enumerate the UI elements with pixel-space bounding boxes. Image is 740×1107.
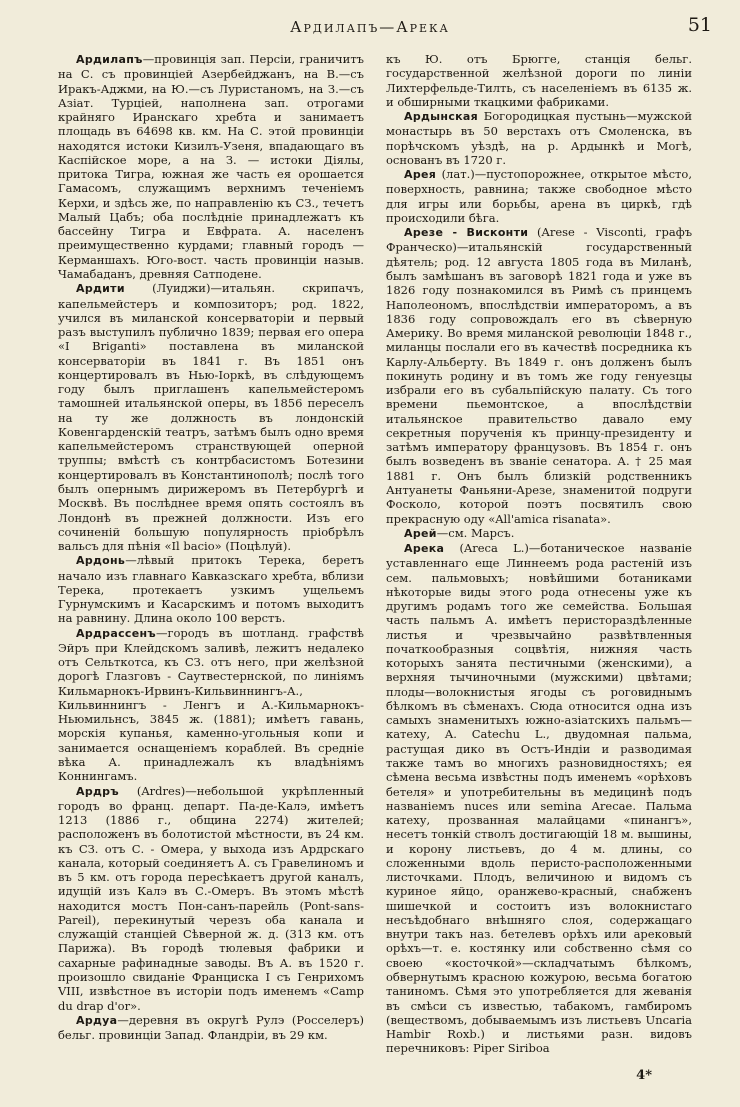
entry-text: (Ardres)—небольшой укрѣпленный городъ во франц. департ. Па-де-Калэ, имѣетъ 1213 (1886 г., община 2274) жителей; расположенъ въ болотистой мѣстности, въ 24 км. къ СЗ. отъ С. - Омера, у выхода изъ Ардрскаго канала, который соединяетъ А. съ Гравелиномъ и въ 5 км. отъ города пересѣкаетъ другой каналъ, идущій изъ Калэ въ С.-Омеръ. Въ этомъ мѣстѣ находится мостъ Пон-санъ-парейль (Pont-sans-Pareil), перекинутый черезъ оба канала и служащій станціей Сѣверной ж. д. (313 км. отъ Парижа). Въ городѣ тюлевыя фабрики и сахарные рафинадные заводы. Въ А. въ 1520 г. произошло свиданіе Франциска I съ Генрихомъ VIII, извѣстное въ исторіи подъ именемъ «Camp du drap d'or». [58,783,364,1013]
entry-text: къ Ю. отъ Брюгге, станція бельг. государственной желѣзной дороги по линіи Лихтерфельде-Тилть, съ населеніемъ въ 6135 ж. и обширными ткацкими фабриками. [386,52,692,109]
entry-headword: Арея [404,168,437,182]
entry-headword: Арека [404,542,445,556]
article-entry [58,281,364,553]
article-entry [58,553,364,625]
article-entry [386,109,692,167]
entry-text: (Arese - Visconti, графъ Франческо)—итальянскій государственный дѣятель; род. 12 августа 1805 года въ Миланѣ, былъ замѣшанъ въ заговорѣ 1821 года и уже въ 1826 году познакомился въ Римѣ съ принцемъ Наполеономъ, впослѣдствіи императоромъ, а въ 1836 году сопровождалъ его въ сѣверную Америку. Во время миланской революціи 1848 г., миланцы послали его въ качествѣ посредника къ Карлу-Альберту. Въ 1849 г. онъ долженъ былъ покинуть родину и въ томъ же году генуезцы избрали его въ субальпійскую палату. Съ того времени пьемонтское, а впослѣдствіи итальянское правительство давало ему секретныя порученія къ принцу-президенту и затѣмъ императору французовъ. Въ 1854 г. онъ былъ возведенъ въ званіе сенатора. А. † 25 мая 1881 г. Онъ былъ близкій родственникъ Антуанеты Фаньяни-Арезе, знаменитой подруги Фосколо, которой поэтъ посвятилъ свою прекрасную оду «All'amica risanata». [386,225,693,526]
entry-headword: Ардонь [76,554,126,568]
entry-text: (лат.)—пустопорожнее, открытое мѣсто, поверхность, равнина; также свободное мѣсто для игры или борьбы, арена въ циркѣ, гдѣ происходили бѣга. [386,167,692,225]
article-entry [386,526,692,541]
entry-headword: Ардуа [76,1013,118,1027]
article-entry [386,167,692,225]
entry-headword: Ардилапъ [76,53,143,66]
entry-headword: Арей [404,526,437,540]
page-header [0,14,740,44]
signature-mark: 4* [636,1068,652,1083]
entry-headword: Ардынская [404,110,478,124]
article-entry [58,626,364,784]
entry-text: —лѣвый притокъ Терека, беретъ начало изъ главнаго Кавказскаго хребта, вблизи Терека, протекаетъ узкимъ ущельемъ Гурнумскимъ и Касарскимъ и потомъ выходитъ на равнину. Длина около 100 верстъ. [58,553,364,626]
article-entry [58,784,364,1013]
left-column [58,52,364,1042]
entry-headword: Ардити [76,282,125,296]
entry-text: (Луиджи)—итальян. скрипачъ, капельмейстеръ и композиторъ; род. 1822, учился въ миланской консерваторіи и первый разъ выступилъ публично 1839; первая его опера «I Briganti» поставлена въ миланской консерваторіи въ 1841 г. Въ 1851 онъ концертировалъ въ Нью-Іоркѣ, въ слѣдующемъ году былъ приглашенъ капельмейстеромъ тамошней итальянской оперы, въ 1856 переселъ на ту же должность въ лондонскій Ковенгарденскій театръ, затѣмъ былъ одно время капельмейстеромъ странствующей оперной труппы; вмѣстѣ съ контрбасистомъ Ботезини концертировалъ въ Константинополѣ; послѣ того былъ опернымъ дирижеромъ въ Петербургѣ и Москвѣ. Въ послѣднее время опять состоялъ въ Лондонѣ въ прежней должности. Изъ его сочиненій большую популярность пріобрѣлъ вальсъ для пѣнія «Il bacio» (Поцѣлуй). [58,281,364,554]
entry-text: —деревня въ округѣ Рулэ (Росселеръ) бельг. провинціи Запад. Фландріи, въ 29 км. [58,1012,364,1043]
article-entry [58,52,364,281]
article-entry [386,225,692,526]
entry-text: —см. Марсъ. [436,525,515,540]
entry-headword: Ардрассенъ [76,626,156,640]
entry-text: (Areca L.)—ботаническое названіе уставленнаго еще Линнеемъ рода растеній изъ сем. пальмовыхъ; новѣйшими ботаниками нѣкоторые виды этого рода отнесены уже къ другимъ родамъ того же семейства. Большая часть пальмъ А. имѣетъ перистораздѣленные листья и чрезвычайно развѣтвленныя початкообразныя соцвѣтія, нижняя часть которыхъ занята пестичными (женскими), а верхняя тычиночными (мужскими) цвѣтами; плоды—волокнистыя ягоды съ роговиднымъ бѣлкомъ въ сѣменахъ. Сюда относится одна изъ самыхъ знаменитыхъ южно-азіатскихъ пальмъ—катеху, A. Catechu L., двудомная пальма, растущая дико въ Остъ-Индіи и разводимая также тамъ во многихъ разновидностяхъ; ея сѣмена весьма извѣстны подъ именемъ «орѣховъ бетеля» и употребительны въ медицинѣ подъ названіемъ nuces или semina Arecae. Пальма катеху, прозванная малайцами «пинангъ», несетъ тонкій стволъ достигающій 18 м. вышины, и корону листьевъ, до 4 м. длины, со сложенными вдоль перисто-расположенными листочками. Плодъ, величиною и видомъ съ куриное яйцо, оранжево-красный, снабженъ шишечкой и состоитъ изъ волокнистаго несъѣдобнаго внѣшняго слоя, содержащаго внутри такъ наз. бетелевъ орѣхъ или арековый орѣхъ—т. е. костянку или собственно сѣмя со своею «косточкой»—складчатымъ бѣлкомъ, обвернутымъ красною кожурою, весьма богатою таниномъ. Сѣмя это употребляется для жеванія въ смѣси съ известью, табакомъ, гамбиромъ (веществомъ, добываемымъ изъ листьевъ Uncaria Hambir Roxb.) и листьями разн. видовъ перечниковъ: Piper Siriboa [386,541,692,1056]
article-entry [386,541,692,1056]
entry-headword: Арезе - Висконти [404,226,529,240]
entry-headword: Ардръ [76,784,119,798]
article-entry [58,1013,364,1043]
entry-text: —городъ въ шотланд. графствѣ Эйръ при Клейдскомъ заливѣ, лежитъ недалеко отъ Сельткотса, къ СЗ. отъ него, при желѣзной дорогѣ Глазговъ - Саутвестернской, по линіямъ Кильмарнокъ-Ирвинъ-Кильвиннингъ-А., Кильвиннингъ - Ленгъ и А.-Кильмарнокъ-Ньюмильнсъ, 3845 ж. (1881); имѣетъ гавань, морскія купанья, каменно-угольныя копи и занимается оснащеніемъ кораблей. Въ средніе вѣка А. принадлежалъ къ владѣніямъ Коннингамъ. [58,625,364,784]
page-number: 51 [687,14,712,36]
right-column [386,52,692,1056]
article-entry [386,52,692,109]
running-head: Ардилапъ—Арека [290,18,450,36]
entry-text: Богородицкая пустынь—мужской монастырь въ 50 верстахъ отъ Смоленска, въ порѣчскомъ уѣздѣ, на р. Ардынкѣ и Могѣ, основанъ въ 1720 г. [386,109,692,167]
entry-text: —провинція зап. Персіи, граничитъ на С. съ провинціей Азербейджанъ, на В.—съ Иракъ-Аджми, на Ю.—съ Луристаномъ, на З.—съ Азіат. Турціей, наполнена зап. отрогами крайняго Иранскаго хребта и занимаетъ площадь въ 64698 кв. км. На С. этой провинціи находятся истоки Кизилъ-Узеня, впадающаго въ Каспійское море, а на З. — истоки Діялы, притока Тигра, южная же часть ея орошается Гамасомъ, служащимъ верхнимъ теченіемъ Керхи, и здѣсь же, по направленію къ СЗ., течетъ Малый Цабъ; оба послѣдніе принадлежатъ къ бассейну Тигра и Евфрата. А. населенъ преимущественно курдами; главный городъ — Керманшахъ. Юго-вост. часть провинціи назыв. Чамабаданъ, древняя Сатподене. [58,52,364,281]
